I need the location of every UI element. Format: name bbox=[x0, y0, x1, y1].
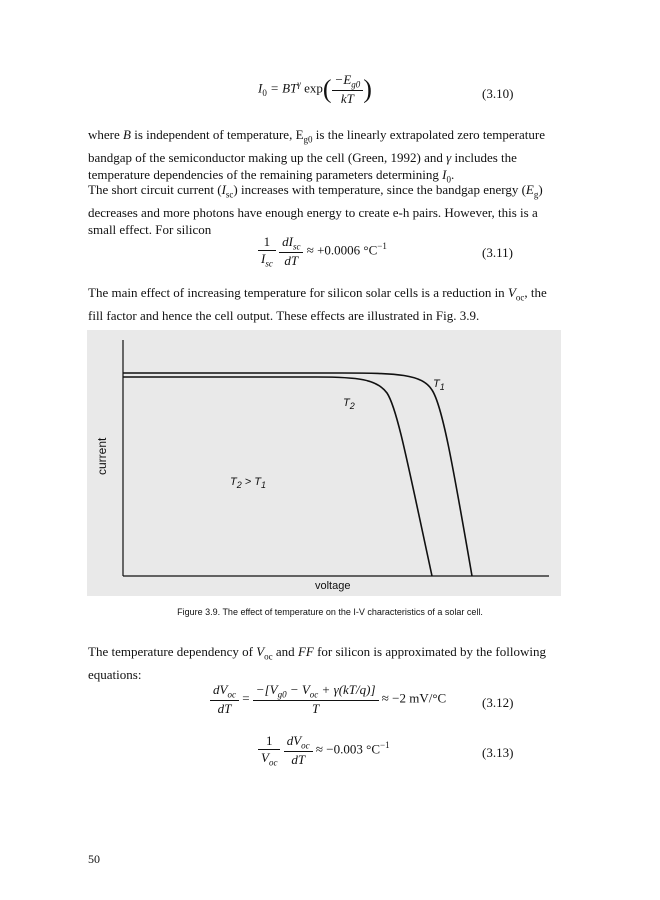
equation-3-12: $\frac{dV_{oc}}{dT}$ = $\frac{-[V_{g0} - V_{oc} + \gamma(kT/q)]}{T}$ ≈ −2 mV/°C bbox=[210, 682, 446, 717]
page-number: 50 bbox=[88, 852, 100, 866]
iv-chart bbox=[87, 330, 561, 596]
paragraph-temperature-dependency: The temperature dependency of $V_{oc}$ and FF for silicon is approximated by the following equations: bbox=[88, 644, 546, 682]
equation-number-3-13: (3.13) bbox=[482, 745, 514, 760]
figure-caption: Figure 3.9. The effect of temperature on the I-V characteristics of a solar cell. bbox=[177, 607, 483, 617]
equation-3-10: $I_0 = BT^\gamma$ exp( $\frac{-E_{g0}}{kT}$ ) bbox=[258, 72, 372, 106]
curve-t1-label: $T_1$ bbox=[433, 378, 445, 393]
temperature-relation-label: $T_2 > T_1$ bbox=[230, 476, 267, 491]
curve-t1 bbox=[123, 373, 472, 576]
paragraph-main-effect: The main effect of increasing temperature for silicon solar cells is a reduction in $V_{oc}$, the fill factor and hence the cell output. These effects are illustrated in Fig. 3.9. bbox=[88, 285, 547, 323]
equation-number-3-11: (3.11) bbox=[482, 245, 513, 260]
figure-3-9 bbox=[87, 330, 561, 596]
equation-number-3-12: (3.12) bbox=[482, 695, 514, 710]
paragraph-short-circuit: The short circuit current $(I_{sc})$ increases with temperature, since the bandgap energy $(E_g)$ decreases and more photons have enough energy to create e-h pairs. However, this is a small effect. For silicon bbox=[88, 182, 543, 237]
equation-3-11: $\frac{1}{I_{sc}}$ $\frac{dI_{sc}}{dT}$ ≈ +0.0006 $^\circ C^{-1}$ bbox=[258, 234, 387, 269]
y-axis-label: current bbox=[95, 437, 109, 475]
equation-number-3-10: (3.10) bbox=[482, 86, 514, 101]
equation-3-13: $\frac{1}{V_{oc}}$ $\frac{dV_{oc}}{dT}$ ≈ −0.003 $^\circ C^{-1}$ bbox=[258, 733, 390, 768]
paragraph-bandgap: where B is independent of temperature, $E_{g0}$ is the linearly extrapolated zero temperature bandgap of the semiconductor making up the cell (Green, 1992) and γ includes the temperature dependencies of the remaining parameters determining $I_0$. bbox=[88, 127, 545, 185]
x-axis-label: voltage bbox=[315, 580, 351, 592]
curve-t2-label: $T_2$ bbox=[343, 397, 355, 412]
curve-t2 bbox=[123, 377, 432, 576]
